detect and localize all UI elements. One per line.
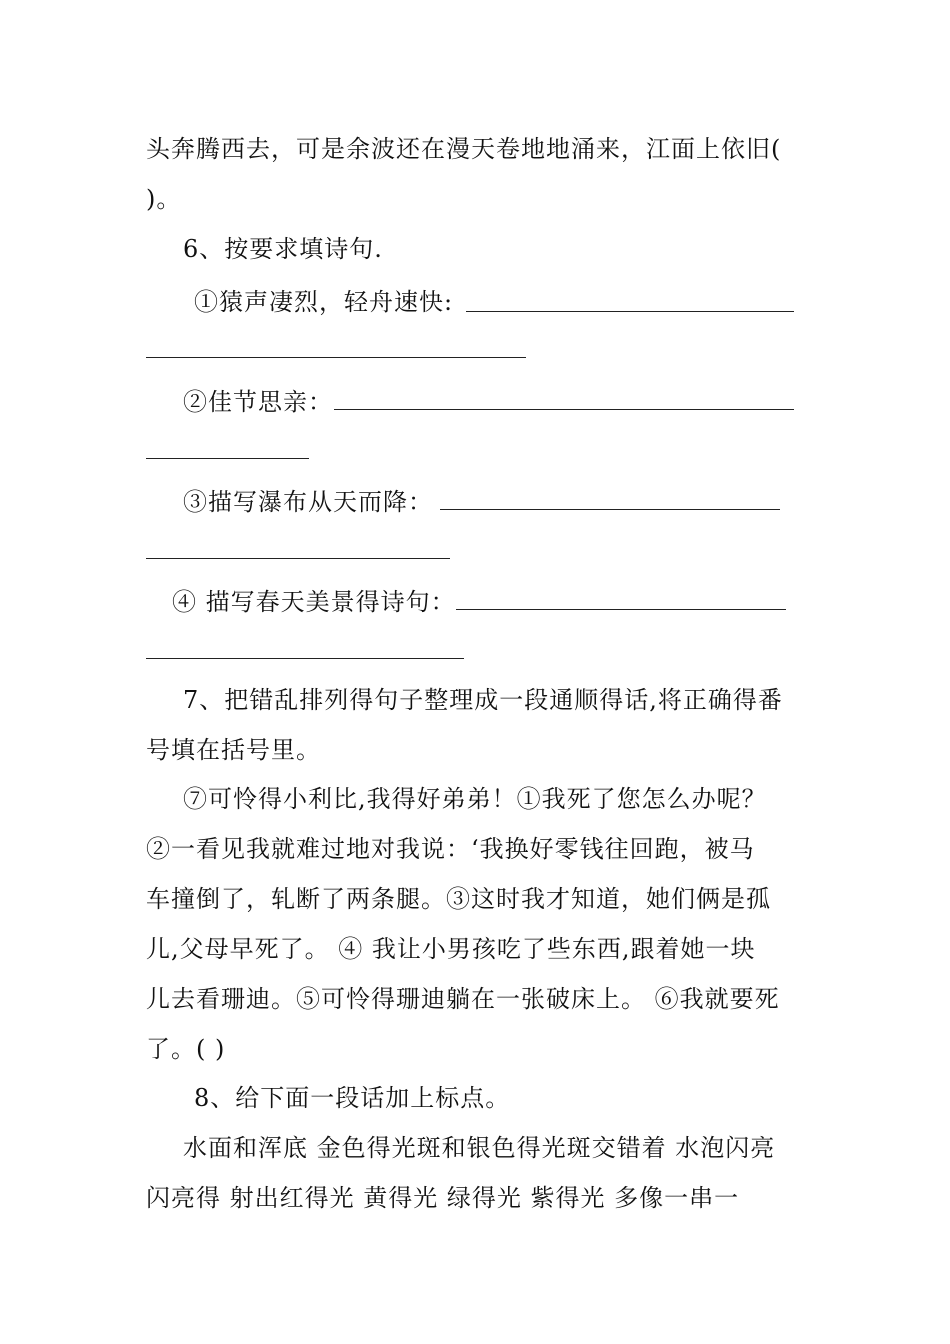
- question-7-passage-line: 儿,父母早死了。 ④ 我让小男孩吃了些东西,跟着她一块: [146, 935, 756, 963]
- answer-blank-1b[interactable]: [146, 357, 526, 358]
- question-7-heading-cont: 号填在括号里。: [146, 736, 321, 764]
- question-7-answer-line: 了。( ): [146, 1035, 226, 1063]
- question-6-item-1: ①猿声凄烈，轻舟速快:: [194, 288, 454, 316]
- question-7-passage-line: 车撞倒了，轧断了两条腿。③这时我才知道，她们俩是孤: [146, 885, 771, 913]
- question-8-passage-line: 闪亮得 射出红得光 黄得光 绿得光 紫得光 多像一串一: [146, 1184, 740, 1212]
- question-7-heading: 7、把错乱排列得句子整理成一段通顺得话,将正确得番: [183, 686, 783, 714]
- question-7-passage-line: ②一看见我就难过地对我说：‘我换好零钱往回跑，被马: [146, 835, 755, 863]
- answer-blank-2a[interactable]: [334, 409, 794, 410]
- answer-blank-2b[interactable]: [146, 458, 309, 459]
- answer-blank-4a[interactable]: [456, 609, 786, 610]
- text-line-continuation-end: )。: [146, 185, 182, 213]
- text-line-continuation: 头奔腾西去，可是余波还在漫天卷地地涌来，江面上依旧(: [146, 135, 782, 163]
- question-6-item-2: ②佳节思亲：: [183, 388, 333, 416]
- answer-blank-3b[interactable]: [146, 558, 450, 559]
- question-6-item-3: ③描写瀑布从天而降：: [183, 488, 433, 516]
- question-7-passage-line: 儿去看珊迪。⑤可怜得珊迪躺在一张破床上。 ⑥我就要死: [146, 985, 780, 1013]
- answer-blank-3a[interactable]: [440, 509, 780, 510]
- answer-blank-1a[interactable]: [466, 311, 794, 312]
- answer-blank-4b[interactable]: [146, 658, 464, 659]
- question-6-item-4: ④ 描写春天美景得诗句：: [172, 588, 456, 616]
- question-7-passage-line: ⑦可怜得小利比,我得好弟弟！①我死了您怎么办呢？: [183, 785, 767, 813]
- question-8-heading: 8、给下面一段话加上标点。: [194, 1084, 511, 1112]
- question-6-heading: 6、按要求填诗句.: [183, 235, 383, 263]
- question-8-passage-line: 水面和浑底 金色得光斑和银色得光斑交错着 水泡闪亮: [183, 1134, 776, 1162]
